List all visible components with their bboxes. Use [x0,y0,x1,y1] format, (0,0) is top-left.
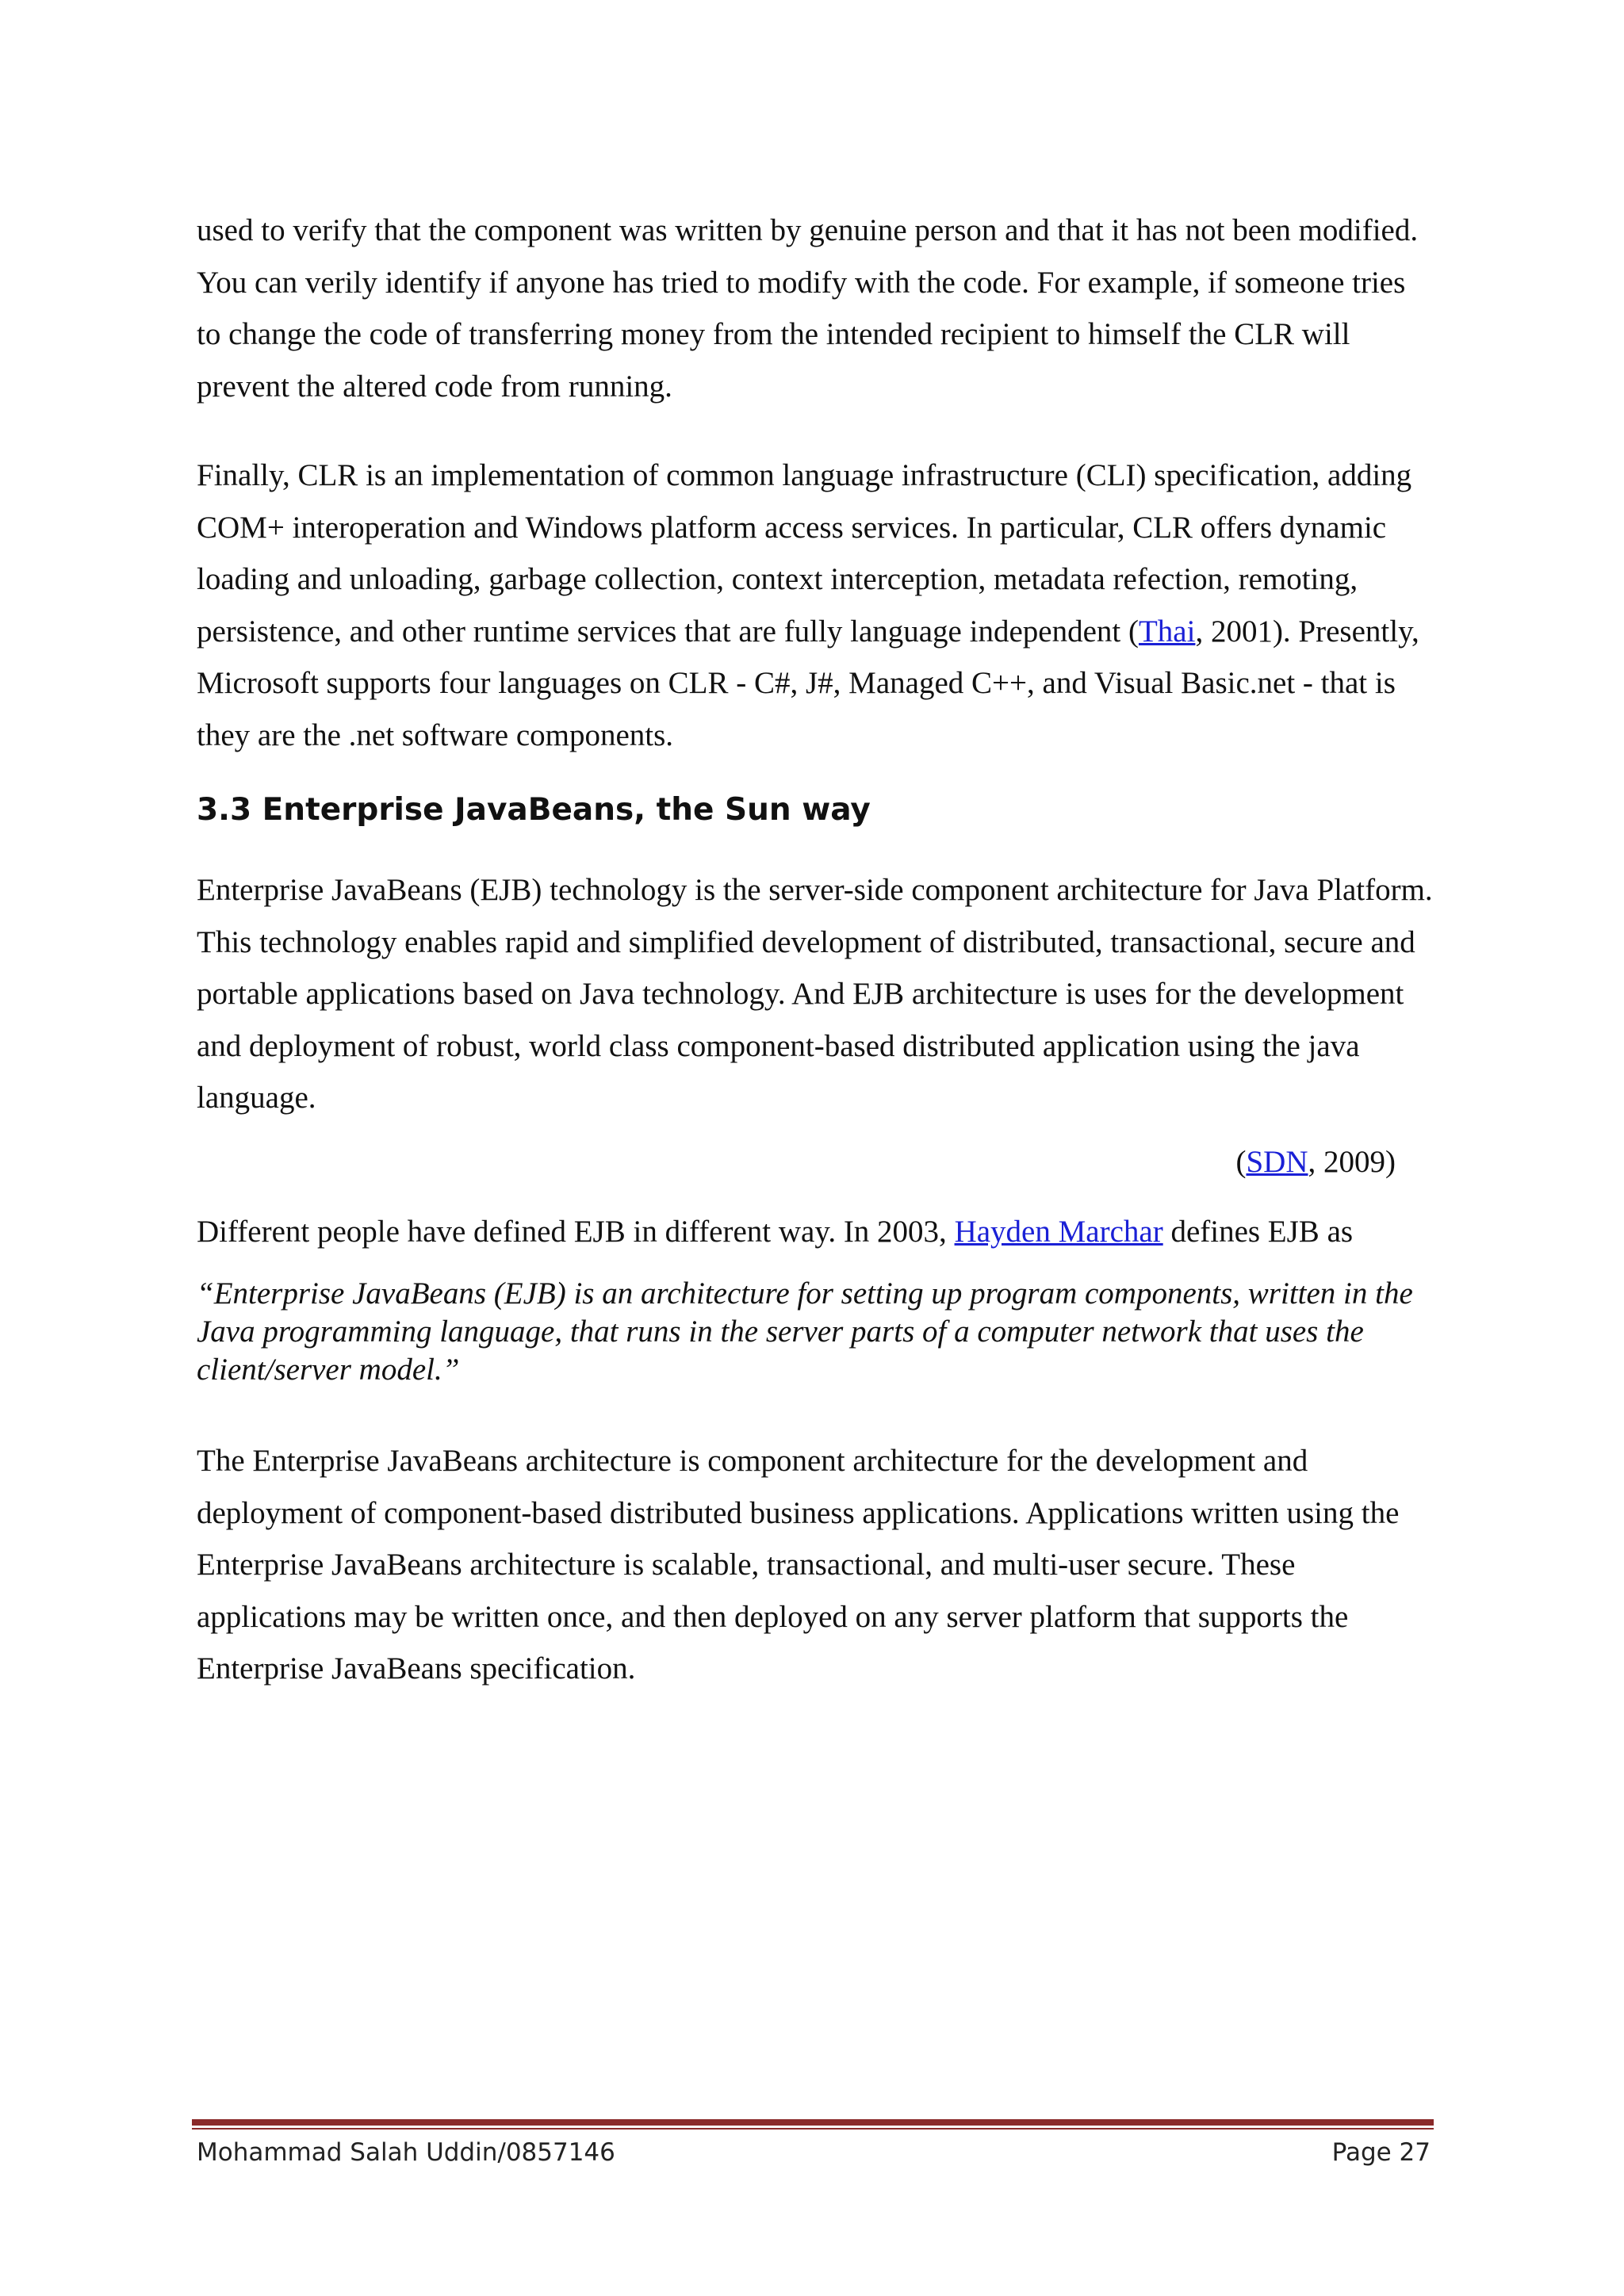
paragraph-ejb-architecture: The Enterprise JavaBeans architecture is component architecture for the development and deployment of component-based distributed business applications. Applications written using the Enterprise JavaBeans architecture is scalable, transactional, and multi-user secure. These applications may be written once, and then deployed on any server platform that supports the Enterprise JavaBeans specification. [197,1444,1400,1686]
block-quote: “Enterprise JavaBeans (EJB) is an architecture for setting up program components, written in the Java programming language, that runs in the server parts of a computer network that uses the client/server model.” [197,1276,1413,1387]
paragraph-text: defines EJB as [1162,1214,1354,1249]
citation-link-sdn[interactable]: SDN [1246,1144,1308,1179]
footer-divider-thin [192,2128,1434,2130]
paragraph-text: Different people have defined EJB in different way. In 2003, [197,1214,955,1249]
footer-divider [192,2119,1434,2130]
paragraph-text: Finally, CLR is an implementation of common language infrastructure (CLI) specification, adding COM+ interoperation and Windows platform access services. In particular, CLR offers dynamic loading and unloading, garbage collection, context interception, metadata refection, remoting, persistence, and other runtime services that are fully language independent ( [197,458,1412,649]
paragraph-clr-implementation [197,450,1434,761]
section-heading: 3.3 Enterprise JavaBeans, the Sun way [197,792,871,828]
paragraph-ejb-technology: Enterprise JavaBeans (EJB) technology is the server-side component architecture for Java Platform. This technology enables rapid and simplified development of distributed, transactional, secure and portable applications based on Java technology. And EJB architecture is uses for the development and deployment of robust, world class component-based distributed application using the java language. [197,873,1433,1115]
citation-text: , 2009) [1308,1144,1396,1179]
paragraph-clr-verification: used to verify that the component was written by genuine person and that it has not been modified. You can verily identify if anyone has tried to modify with the code. For example, if someone tries to change the code of transferring money from the intended recipient to himself the CLR will prevent the altered code from running. [197,213,1419,404]
page-content [197,205,1434,1695]
page-footer [197,2131,1431,2174]
footer-author: Mohammad Salah Uddin/0857146 [197,2138,615,2167]
citation-text: ( [1235,1144,1247,1179]
paragraph-text: , 2001). Presently, Microsoft supports four languages on CLR - C#, J#, Managed C++, and Visual Basic.net - that is they are the .net software components. [197,614,1419,752]
footer-page-number: Page 27 [1331,2138,1431,2167]
citation-link-hayden-marchar[interactable]: Hayden Marchar [954,1214,1163,1249]
citation-sdn [197,1138,1434,1186]
citation-link-thai[interactable]: Thai [1138,614,1196,649]
paragraph-ejb-definitions [197,1206,1434,1258]
footer-divider-thick [192,2119,1434,2126]
